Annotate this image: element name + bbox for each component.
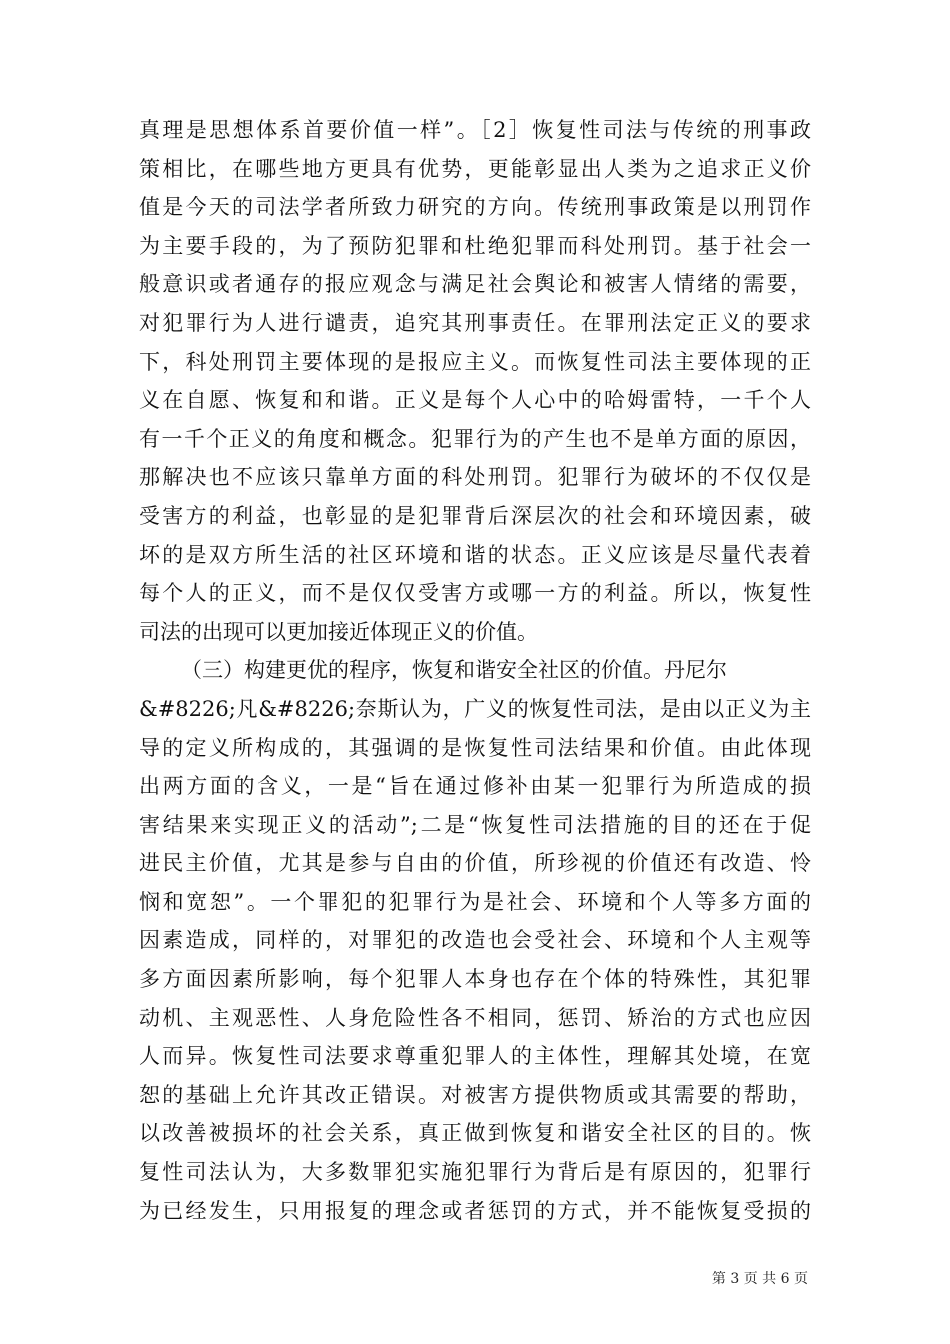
text-line: 因素造成，同样的，对罪犯的改造也会受社会、环境和个人主观等 bbox=[139, 928, 811, 953]
text-line: 为主要手段的，为了预防犯罪和杜绝犯罪而科处刑罚。基于社会一 bbox=[139, 233, 811, 258]
text-line: 策相比，在哪些地方更具有优势，更能彰显出人类为之追求正义价 bbox=[139, 156, 811, 181]
text-line: 值是今天的司法学者所致力研究的方向。传统刑事政策是以刑罚作 bbox=[139, 195, 811, 220]
text-line-first: （三）构建更优的程序，恢复和谐安全社区的价值。丹尼尔 bbox=[181, 658, 727, 683]
text-line: 出两方面的含义，一是“旨在通过修补由某一犯罪行为所造成的损 bbox=[139, 774, 811, 799]
text-line: 为已经发生，只用报复的理念或者惩罚的方式，并不能恢复受损的 bbox=[139, 1198, 811, 1223]
page-number: 第 3 页 共 6 页 bbox=[711, 1271, 808, 1287]
page-footer bbox=[0, 1268, 950, 1288]
text-line-last: 司法的出现可以更加接近体现正义的价值。 bbox=[139, 619, 538, 644]
text-line: 真理是思想体系首要价值一样”。［2］恢复性司法与传统的刑事政 bbox=[139, 118, 811, 142]
paragraph bbox=[139, 111, 811, 651]
text-line: 动机、主观恶性、人身危险性各不相同，惩罚、矫治的方式也应因 bbox=[139, 1005, 811, 1030]
text-line: 对犯罪行为人进行谴责，追究其刑事责任。在罪刑法定正义的要求 bbox=[139, 310, 811, 335]
text-line: 那解决也不应该只靠单方面的科处刑罚。犯罪行为破坏的不仅仅是 bbox=[139, 465, 811, 490]
text-line: 受害方的利益，也彰显的是犯罪背后深层次的社会和环境因素，破 bbox=[139, 503, 811, 528]
text-line: 害结果来实现正义的活动”;二是“恢复性司法措施的目的还在于促 bbox=[139, 812, 811, 837]
text-line: 进民主价值，尤其是参与自由的价值，所珍视的价值还有改造、怜 bbox=[139, 851, 811, 876]
text-line: 多方面因素所影响，每个犯罪人本身也存在个体的特殊性，其犯罪 bbox=[139, 967, 811, 992]
text-line: 恕的基础上允许其改正错误。对被害方提供物质或其需要的帮助， bbox=[139, 1082, 811, 1107]
text-line: 每个人的正义，而不是仅仅受害方或哪一方的利益。所以，恢复性 bbox=[139, 581, 811, 606]
text-line: 以改善被损坏的社会关系，真正做到恢复和谐安全社区的目的。恢 bbox=[139, 1121, 811, 1146]
text-line: 般意识或者通存的报应观念与满足社会舆论和被害人情绪的需要， bbox=[139, 272, 811, 297]
text-line: 下，科处刑罚主要体现的是报应主义。而恢复性司法主要体现的正 bbox=[139, 349, 811, 374]
text-line: 悯和宽恕”。一个罪犯的犯罪行为是社会、环境和个人等多方面的 bbox=[139, 889, 811, 914]
text-line: 坏的是双方所生活的社区环境和谐的状态。正义应该是尽量代表着 bbox=[139, 542, 811, 567]
text-line: 复性司法认为，大多数罪犯实施犯罪行为背后是有原因的，犯罪行 bbox=[139, 1160, 811, 1185]
text-line: &#8226;凡&#8226;奈斯认为，广义的恢复性司法，是由以正义为主 bbox=[139, 696, 811, 721]
text-line: 导的定义所构成的，其强调的是恢复性司法结果和价值。由此体现 bbox=[139, 735, 811, 760]
text-line: 义在自愿、恢复和和谐。正义是每个人心中的哈姆雷特，一千个人 bbox=[139, 388, 811, 413]
document-body bbox=[139, 111, 811, 1230]
text-line: 有一千个正义的角度和概念。犯罪行为的产生也不是单方面的原因， bbox=[139, 426, 811, 451]
paragraph bbox=[139, 651, 811, 1230]
text-line: 人而异。恢复性司法要求尊重犯罪人的主体性，理解其处境，在宽 bbox=[139, 1044, 811, 1069]
